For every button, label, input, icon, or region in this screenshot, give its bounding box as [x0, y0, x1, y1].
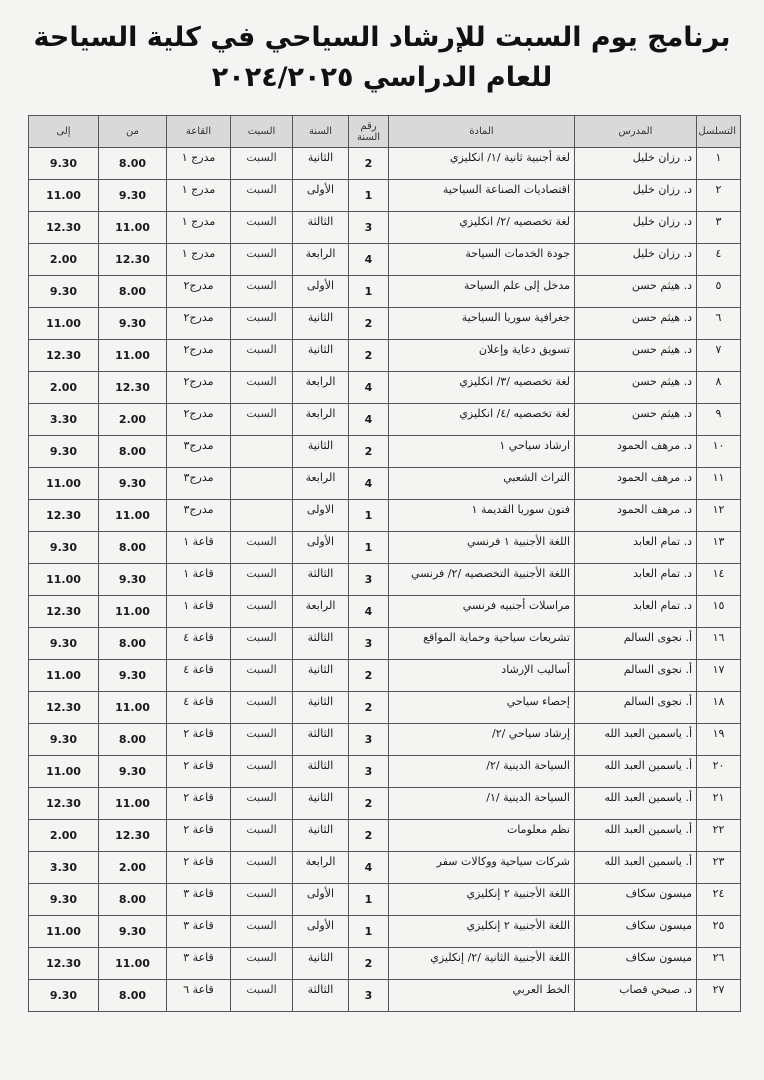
year-level: الرابعة — [293, 468, 349, 500]
time-to: 3.30 — [29, 404, 99, 436]
time-from: 2.00 — [99, 852, 167, 884]
subject-name: إرشاد سياحي /٢/ — [389, 724, 575, 756]
room-name: مدرج ١ — [167, 244, 231, 276]
row-index: ١٢ — [697, 500, 741, 532]
day-name: السبت — [231, 340, 293, 372]
time-to: 2.00 — [29, 372, 99, 404]
year-number: 1 — [349, 276, 389, 308]
row-index: ٢ — [697, 180, 741, 212]
row-index: ٢٥ — [697, 916, 741, 948]
time-to: 9.30 — [29, 276, 99, 308]
subject-name: شركات سياحية ووكالات سفر — [389, 852, 575, 884]
year-number: 1 — [349, 180, 389, 212]
time-to: 12.30 — [29, 212, 99, 244]
table-row — [29, 372, 741, 404]
year-level: الأولى — [293, 276, 349, 308]
day-name: السبت — [231, 660, 293, 692]
year-level: الثانية — [293, 820, 349, 852]
year-level: الثانية — [293, 660, 349, 692]
time-from: 9.30 — [99, 756, 167, 788]
room-name: مدرج ١ — [167, 180, 231, 212]
subject-name: تشريعات سياحية وحماية المواقع — [389, 628, 575, 660]
row-index: ١٥ — [697, 596, 741, 628]
year-number: 2 — [349, 436, 389, 468]
room-name: مدرج٢ — [167, 340, 231, 372]
subject-name: اللغة الأجنبية ٢ إنكليزي — [389, 916, 575, 948]
subject-name: نظم معلومات — [389, 820, 575, 852]
room-name: مدرج ١ — [167, 148, 231, 180]
time-to: 11.00 — [29, 564, 99, 596]
room-name: مدرج ١ — [167, 212, 231, 244]
teacher-name: ميسون سكاف — [575, 884, 697, 916]
time-to: 11.00 — [29, 916, 99, 948]
table-row — [29, 564, 741, 596]
room-name: مدرج٣ — [167, 468, 231, 500]
table-row — [29, 404, 741, 436]
header-year-number: رقم السنة — [349, 116, 389, 148]
subject-name: جودة الخدمات السياحة — [389, 244, 575, 276]
room-name: مدرج٢ — [167, 404, 231, 436]
table-row — [29, 852, 741, 884]
table-row — [29, 980, 741, 1012]
table-row — [29, 628, 741, 660]
row-index: ٧ — [697, 340, 741, 372]
subject-name: مدخل إلى علم السياحة — [389, 276, 575, 308]
header-from: من — [99, 116, 167, 148]
room-name: قاعة ١ — [167, 596, 231, 628]
room-name: قاعة ١ — [167, 564, 231, 596]
subject-name: اللغة الأجنبية ١ فرنسي — [389, 532, 575, 564]
teacher-name: د. هيثم حسن — [575, 276, 697, 308]
year-number: 2 — [349, 948, 389, 980]
time-from: 12.30 — [99, 372, 167, 404]
year-level: الثانية — [293, 948, 349, 980]
day-name: السبت — [231, 532, 293, 564]
room-name: مدرج٣ — [167, 500, 231, 532]
year-number: 4 — [349, 404, 389, 436]
day-name: السبت — [231, 692, 293, 724]
day-name: السبت — [231, 212, 293, 244]
room-name: مدرج٢ — [167, 308, 231, 340]
year-level: الثالثة — [293, 628, 349, 660]
subject-name: لغة تخصصيه /٢/ انكليزي — [389, 212, 575, 244]
year-number: 1 — [349, 500, 389, 532]
year-level: الثانية — [293, 308, 349, 340]
time-from: 11.00 — [99, 692, 167, 724]
teacher-name: د. هيثم حسن — [575, 404, 697, 436]
row-index: ٢٢ — [697, 820, 741, 852]
year-number: 4 — [349, 244, 389, 276]
room-name: قاعة ٣ — [167, 948, 231, 980]
table-row — [29, 468, 741, 500]
table-row — [29, 308, 741, 340]
day-name: السبت — [231, 884, 293, 916]
day-name: السبت — [231, 852, 293, 884]
teacher-name: أ. ياسمين العبد الله — [575, 820, 697, 852]
day-name: السبت — [231, 916, 293, 948]
time-to: 9.30 — [29, 628, 99, 660]
header-subject: المادة — [389, 116, 575, 148]
day-name — [231, 436, 293, 468]
teacher-name: د. مرهف الحمود — [575, 500, 697, 532]
time-from: 8.00 — [99, 276, 167, 308]
year-level: الأولى — [293, 916, 349, 948]
room-name: قاعة ٦ — [167, 980, 231, 1012]
teacher-name: د. صبحي قصاب — [575, 980, 697, 1012]
room-name: قاعة ٤ — [167, 660, 231, 692]
teacher-name: أ. نجوى السالم — [575, 660, 697, 692]
table-row — [29, 436, 741, 468]
table-header-row — [29, 116, 741, 148]
year-level: الرابعة — [293, 404, 349, 436]
subject-name: لغة أجنبية ثانية /١/ انكليزي — [389, 148, 575, 180]
time-from: 11.00 — [99, 500, 167, 532]
row-index: ٢٣ — [697, 852, 741, 884]
teacher-name: د. تمام العابد — [575, 564, 697, 596]
day-name: السبت — [231, 948, 293, 980]
time-from: 8.00 — [99, 980, 167, 1012]
room-name: قاعة ٢ — [167, 756, 231, 788]
room-name: مدرج٢ — [167, 276, 231, 308]
time-from: 8.00 — [99, 724, 167, 756]
header-room: القاعة — [167, 116, 231, 148]
table-row — [29, 532, 741, 564]
year-number: 3 — [349, 212, 389, 244]
teacher-name: د. تمام العابد — [575, 596, 697, 628]
table-row — [29, 948, 741, 980]
subject-name: السياحة الدينية /٢/ — [389, 756, 575, 788]
time-to: 11.00 — [29, 660, 99, 692]
year-level: الأولى — [293, 180, 349, 212]
time-to: 11.00 — [29, 308, 99, 340]
year-number: 2 — [349, 340, 389, 372]
row-index: ١٣ — [697, 532, 741, 564]
teacher-name: أ. نجوى السالم — [575, 628, 697, 660]
subject-name: اللغة الأجنبية ٢ إنكليزي — [389, 884, 575, 916]
day-name: السبت — [231, 788, 293, 820]
table-row — [29, 500, 741, 532]
room-name: قاعة ٢ — [167, 788, 231, 820]
header-day: السبت — [231, 116, 293, 148]
room-name: قاعة ٣ — [167, 916, 231, 948]
row-index: ١٠ — [697, 436, 741, 468]
time-from: 11.00 — [99, 788, 167, 820]
time-from: 8.00 — [99, 436, 167, 468]
teacher-name: أ. نجوى السالم — [575, 692, 697, 724]
year-number: 3 — [349, 628, 389, 660]
day-name: السبت — [231, 404, 293, 436]
time-to: 9.30 — [29, 532, 99, 564]
time-to: 12.30 — [29, 692, 99, 724]
day-name: السبت — [231, 180, 293, 212]
table-row — [29, 692, 741, 724]
time-from: 11.00 — [99, 212, 167, 244]
schedule-table — [28, 115, 741, 1012]
day-name: السبت — [231, 276, 293, 308]
subject-name: التراث الشعبي — [389, 468, 575, 500]
time-from: 8.00 — [99, 148, 167, 180]
year-number: 4 — [349, 852, 389, 884]
teacher-name: أ. ياسمين العبد الله — [575, 724, 697, 756]
day-name: السبت — [231, 596, 293, 628]
time-from: 12.30 — [99, 244, 167, 276]
day-name: السبت — [231, 244, 293, 276]
year-level: الأولى — [293, 532, 349, 564]
day-name: السبت — [231, 820, 293, 852]
year-number: 1 — [349, 916, 389, 948]
subject-name: إحصاء سياحي — [389, 692, 575, 724]
time-to: 9.30 — [29, 884, 99, 916]
row-index: ٩ — [697, 404, 741, 436]
year-number: 3 — [349, 564, 389, 596]
time-from: 12.30 — [99, 820, 167, 852]
room-name: قاعة ٤ — [167, 692, 231, 724]
time-from: 11.00 — [99, 596, 167, 628]
year-level: الثالثة — [293, 980, 349, 1012]
year-level: الثالثة — [293, 756, 349, 788]
subject-name: فنون سوريا القديمة ١ — [389, 500, 575, 532]
subject-name: اللغة الأجنبية الثانية /٢/ إنكليزي — [389, 948, 575, 980]
year-number: 2 — [349, 148, 389, 180]
table-row — [29, 756, 741, 788]
teacher-name: د. رزان خليل — [575, 180, 697, 212]
teacher-name: د. رزان خليل — [575, 212, 697, 244]
room-name: قاعة ٢ — [167, 820, 231, 852]
day-name — [231, 468, 293, 500]
row-index: ٢٤ — [697, 884, 741, 916]
table-row — [29, 148, 741, 180]
header-idx: التسلسل — [697, 116, 741, 148]
day-name — [231, 500, 293, 532]
room-name: قاعة ١ — [167, 532, 231, 564]
year-number: 2 — [349, 820, 389, 852]
year-level: الثالثة — [293, 212, 349, 244]
table-row — [29, 596, 741, 628]
time-from: 8.00 — [99, 628, 167, 660]
header-level: السنة — [293, 116, 349, 148]
year-level: الرابعة — [293, 372, 349, 404]
year-level: الاولى — [293, 500, 349, 532]
time-from: 9.30 — [99, 308, 167, 340]
teacher-name: أ. ياسمين العبد الله — [575, 756, 697, 788]
year-level: الرابعة — [293, 852, 349, 884]
row-index: ٣ — [697, 212, 741, 244]
year-level: الثالثة — [293, 564, 349, 596]
table-row — [29, 916, 741, 948]
table-row — [29, 180, 741, 212]
header-teacher: المدرس — [575, 116, 697, 148]
row-index: ١٦ — [697, 628, 741, 660]
table-row — [29, 660, 741, 692]
time-from: 11.00 — [99, 340, 167, 372]
subject-name: مراسلات أجنبيه فرنسي — [389, 596, 575, 628]
teacher-name: أ. ياسمين العبد الله — [575, 852, 697, 884]
page-title: برنامج يوم السبت للإرشاد السياحي في كلية السياحة — [33, 22, 731, 53]
subject-name: اقتصاديات الصناعة السياحية — [389, 180, 575, 212]
room-name: مدرج٣ — [167, 436, 231, 468]
time-to: 11.00 — [29, 756, 99, 788]
teacher-name: د. هيثم حسن — [575, 372, 697, 404]
year-level: الرابعة — [293, 596, 349, 628]
row-index: ١١ — [697, 468, 741, 500]
year-level: الأولى — [293, 884, 349, 916]
teacher-name: د. رزان خليل — [575, 148, 697, 180]
day-name: السبت — [231, 308, 293, 340]
time-to: 2.00 — [29, 244, 99, 276]
page-subtitle: للعام الدراسي ٢٠٢٤/٢٠٢٥ — [211, 62, 553, 93]
year-number: 4 — [349, 468, 389, 500]
year-level: الثانية — [293, 148, 349, 180]
table-row — [29, 212, 741, 244]
row-index: ٨ — [697, 372, 741, 404]
subject-name: تسويق دعاية وإعلان — [389, 340, 575, 372]
row-index: ١٧ — [697, 660, 741, 692]
row-index: ٦ — [697, 308, 741, 340]
time-from: 9.30 — [99, 180, 167, 212]
time-to: 11.00 — [29, 180, 99, 212]
table-row — [29, 820, 741, 852]
subject-name: لغة تخصصيه /٣/ انكليزي — [389, 372, 575, 404]
header-to: إلى — [29, 116, 99, 148]
teacher-name: د. تمام العابد — [575, 532, 697, 564]
table-row — [29, 244, 741, 276]
time-from: 8.00 — [99, 884, 167, 916]
day-name: السبت — [231, 756, 293, 788]
teacher-name: د. رزان خليل — [575, 244, 697, 276]
time-to: 9.30 — [29, 724, 99, 756]
time-to: 12.30 — [29, 340, 99, 372]
teacher-name: د. هيثم حسن — [575, 340, 697, 372]
row-index: ٢٠ — [697, 756, 741, 788]
row-index: ٢٦ — [697, 948, 741, 980]
year-number: 4 — [349, 372, 389, 404]
time-to: 12.30 — [29, 948, 99, 980]
row-index: ٢٧ — [697, 980, 741, 1012]
time-to: 9.30 — [29, 148, 99, 180]
time-from: 2.00 — [99, 404, 167, 436]
subject-name: السياحة الدينية /١/ — [389, 788, 575, 820]
time-to: 9.30 — [29, 436, 99, 468]
time-from: 9.30 — [99, 660, 167, 692]
day-name: السبت — [231, 372, 293, 404]
teacher-name: د. هيثم حسن — [575, 308, 697, 340]
room-name: قاعة ٤ — [167, 628, 231, 660]
row-index: ١ — [697, 148, 741, 180]
teacher-name: ميسون سكاف — [575, 948, 697, 980]
table-row — [29, 724, 741, 756]
teacher-name: ميسون سكاف — [575, 916, 697, 948]
row-index: ١٤ — [697, 564, 741, 596]
time-from: 9.30 — [99, 916, 167, 948]
year-number: 3 — [349, 724, 389, 756]
day-name: السبت — [231, 564, 293, 596]
table-row — [29, 788, 741, 820]
time-to: 12.30 — [29, 596, 99, 628]
time-from: 9.30 — [99, 564, 167, 596]
year-number: 1 — [349, 884, 389, 916]
row-index: ٤ — [697, 244, 741, 276]
year-number: 2 — [349, 308, 389, 340]
row-index: ١٩ — [697, 724, 741, 756]
room-name: قاعة ٢ — [167, 852, 231, 884]
year-number: 2 — [349, 660, 389, 692]
year-number: 3 — [349, 980, 389, 1012]
time-to: 12.30 — [29, 788, 99, 820]
time-to: 11.00 — [29, 468, 99, 500]
year-number: 2 — [349, 692, 389, 724]
year-level: الثانية — [293, 436, 349, 468]
day-name: السبت — [231, 980, 293, 1012]
year-level: الثانية — [293, 340, 349, 372]
subject-name: اللغة الأجنبية التخصصيه /٢/ فرنسي — [389, 564, 575, 596]
year-number: 2 — [349, 788, 389, 820]
table-row — [29, 340, 741, 372]
year-number: 4 — [349, 596, 389, 628]
teacher-name: د. مرهف الحمود — [575, 468, 697, 500]
time-from: 8.00 — [99, 532, 167, 564]
subject-name: لغة تخصصيه /٤/ انكليزي — [389, 404, 575, 436]
table-row — [29, 884, 741, 916]
year-level: الرابعة — [293, 244, 349, 276]
row-index: ٢١ — [697, 788, 741, 820]
room-name: قاعة ٣ — [167, 884, 231, 916]
year-level: الثانية — [293, 788, 349, 820]
teacher-name: د. مرهف الحمود — [575, 436, 697, 468]
teacher-name: أ. ياسمين العبد الله — [575, 788, 697, 820]
day-name: السبت — [231, 148, 293, 180]
subject-name: جغرافية سوريا السياحية — [389, 308, 575, 340]
table-row — [29, 276, 741, 308]
time-from: 9.30 — [99, 468, 167, 500]
time-to: 3.30 — [29, 852, 99, 884]
time-to: 9.30 — [29, 980, 99, 1012]
subject-name: الخط العربي — [389, 980, 575, 1012]
row-index: ٥ — [697, 276, 741, 308]
room-name: مدرج٢ — [167, 372, 231, 404]
day-name: السبت — [231, 628, 293, 660]
time-to: 12.30 — [29, 500, 99, 532]
year-level: الثالثة — [293, 724, 349, 756]
row-index: ١٨ — [697, 692, 741, 724]
year-level: الثانية — [293, 692, 349, 724]
subject-name: ارشاد سياحي ١ — [389, 436, 575, 468]
subject-name: أساليب الإرشاد — [389, 660, 575, 692]
year-number: 1 — [349, 532, 389, 564]
year-number: 3 — [349, 756, 389, 788]
day-name: السبت — [231, 724, 293, 756]
room-name: قاعة ٢ — [167, 724, 231, 756]
time-to: 2.00 — [29, 820, 99, 852]
time-from: 11.00 — [99, 948, 167, 980]
